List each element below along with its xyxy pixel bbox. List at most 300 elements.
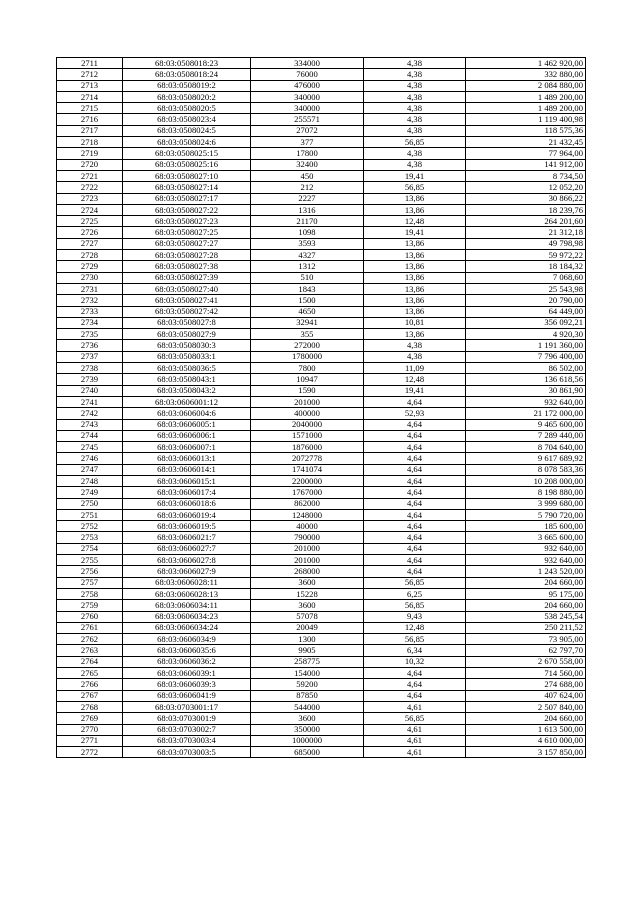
specific-value-cell: 4,38 [364, 159, 466, 170]
specific-value-cell: 13,86 [364, 250, 466, 261]
specific-value-cell: 4,64 [364, 419, 466, 430]
area-cell: 3600 [251, 577, 364, 588]
specific-value-cell: 4,64 [364, 543, 466, 554]
cadastral-value-cell: 3 665 600,00 [466, 532, 586, 543]
row-number-cell: 2726 [57, 227, 123, 238]
cadastral-number-cell: 68:03:0508027:10 [123, 170, 251, 181]
cadastral-value-cell: 1 243 520,00 [466, 566, 586, 577]
table-row [57, 159, 586, 170]
cadastral-number-cell: 68:03:0606028:13 [123, 588, 251, 599]
row-number-cell: 2759 [57, 600, 123, 611]
cadastral-value-cell: 932 640,00 [466, 555, 586, 566]
cadastral-value-cell: 8 704 640,00 [466, 442, 586, 453]
table-row [57, 363, 586, 374]
cadastral-number-cell: 68:03:0606017:4 [123, 487, 251, 498]
row-number-cell: 2771 [57, 735, 123, 746]
table-row [57, 306, 586, 317]
area-cell: 1741074 [251, 464, 364, 475]
table-row [57, 430, 586, 441]
specific-value-cell: 13,86 [364, 193, 466, 204]
table-row [57, 645, 586, 656]
table-row [57, 498, 586, 509]
area-cell: 377 [251, 137, 364, 148]
table-row [57, 532, 586, 543]
area-cell: 334000 [251, 58, 364, 69]
area-cell: 3600 [251, 713, 364, 724]
area-cell: 2200000 [251, 475, 364, 486]
area-cell: 1316 [251, 204, 364, 215]
specific-value-cell: 4,38 [364, 125, 466, 136]
specific-value-cell: 10,32 [364, 656, 466, 667]
cadastral-value-cell: 21 432,45 [466, 137, 586, 148]
row-number-cell: 2754 [57, 543, 123, 554]
table-row [57, 227, 586, 238]
area-cell: 1248000 [251, 509, 364, 520]
cadastral-number-cell: 68:03:0508027:40 [123, 283, 251, 294]
specific-value-cell: 56,85 [364, 634, 466, 645]
cadastral-value-cell: 204 660,00 [466, 713, 586, 724]
area-cell: 2227 [251, 193, 364, 204]
cadastral-value-cell: 7 796 400,00 [466, 351, 586, 362]
table-row [57, 137, 586, 148]
row-number-cell: 2724 [57, 204, 123, 215]
table-row [57, 747, 586, 758]
cadastral-number-cell: 68:03:0508043:1 [123, 374, 251, 385]
table-row [57, 396, 586, 407]
cadastral-number-cell: 68:03:0606019:4 [123, 509, 251, 520]
cadastral-number-cell: 68:03:0606027:9 [123, 566, 251, 577]
table-row [57, 555, 586, 566]
cadastral-number-cell: 68:03:0508018:23 [123, 58, 251, 69]
table-row [57, 566, 586, 577]
table-row [57, 679, 586, 690]
row-number-cell: 2739 [57, 374, 123, 385]
area-cell: 350000 [251, 724, 364, 735]
row-number-cell: 2727 [57, 238, 123, 249]
cadastral-number-cell: 68:03:0508024:5 [123, 125, 251, 136]
area-cell: 32400 [251, 159, 364, 170]
cadastral-value-cell: 264 201,60 [466, 216, 586, 227]
area-cell: 1300 [251, 634, 364, 645]
cadastral-value-cell: 356 092,21 [466, 317, 586, 328]
specific-value-cell: 4,38 [364, 148, 466, 159]
specific-value-cell: 13,86 [364, 204, 466, 215]
area-cell: 272000 [251, 340, 364, 351]
area-cell: 40000 [251, 521, 364, 532]
area-cell: 9905 [251, 645, 364, 656]
specific-value-cell: 56,85 [364, 182, 466, 193]
table-row [57, 148, 586, 159]
table-row [57, 374, 586, 385]
row-number-cell: 2762 [57, 634, 123, 645]
row-number-cell: 2740 [57, 385, 123, 396]
row-number-cell: 2716 [57, 114, 123, 125]
cadastral-number-cell: 68:03:0508027:38 [123, 261, 251, 272]
table-row [57, 453, 586, 464]
area-cell: 862000 [251, 498, 364, 509]
specific-value-cell: 12,48 [364, 622, 466, 633]
cadastral-number-cell: 68:03:0606034:24 [123, 622, 251, 633]
specific-value-cell: 13,86 [364, 238, 466, 249]
table-row [57, 114, 586, 125]
area-cell: 59200 [251, 679, 364, 690]
area-cell: 27072 [251, 125, 364, 136]
table-row [57, 125, 586, 136]
row-number-cell: 2752 [57, 521, 123, 532]
table-row [57, 216, 586, 227]
cadastral-number-cell: 68:03:0508030:3 [123, 340, 251, 351]
table-row [57, 182, 586, 193]
specific-value-cell: 19,41 [364, 227, 466, 238]
specific-value-cell: 4,38 [364, 103, 466, 114]
table-row [57, 261, 586, 272]
cadastral-number-cell: 68:03:0606001:12 [123, 396, 251, 407]
table-row [57, 91, 586, 102]
row-number-cell: 2742 [57, 408, 123, 419]
table-row [57, 419, 586, 430]
row-number-cell: 2728 [57, 250, 123, 261]
area-cell: 450 [251, 170, 364, 181]
cadastral-value-cell: 3 157 850,00 [466, 747, 586, 758]
cadastral-number-cell: 68:03:0606039:3 [123, 679, 251, 690]
area-cell: 201000 [251, 555, 364, 566]
cadastral-value-cell: 2 084 880,00 [466, 80, 586, 91]
cadastral-value-cell: 538 245,54 [466, 611, 586, 622]
table-row [57, 238, 586, 249]
cadastral-value-cell: 8 734,50 [466, 170, 586, 181]
row-number-cell: 2747 [57, 464, 123, 475]
specific-value-cell: 4,64 [364, 487, 466, 498]
cadastral-value-cell: 4 920,30 [466, 329, 586, 340]
specific-value-cell: 56,85 [364, 137, 466, 148]
cadastral-value-cell: 9 465 600,00 [466, 419, 586, 430]
table-row [57, 170, 586, 181]
area-cell: 76000 [251, 69, 364, 80]
cadastral-number-cell: 68:03:0606034:11 [123, 600, 251, 611]
cadastral-number-cell: 68:03:0703001:17 [123, 701, 251, 712]
specific-value-cell: 4,64 [364, 498, 466, 509]
specific-value-cell: 52,93 [364, 408, 466, 419]
specific-value-cell: 56,85 [364, 577, 466, 588]
table-row [57, 340, 586, 351]
table-row [57, 509, 586, 520]
specific-value-cell: 13,86 [364, 306, 466, 317]
area-cell: 7800 [251, 363, 364, 374]
table-row [57, 442, 586, 453]
specific-value-cell: 13,86 [364, 272, 466, 283]
area-cell: 510 [251, 272, 364, 283]
cadastral-value-cell: 4 610 000,00 [466, 735, 586, 746]
specific-value-cell: 13,86 [364, 329, 466, 340]
row-number-cell: 2741 [57, 396, 123, 407]
specific-value-cell: 9,43 [364, 611, 466, 622]
row-number-cell: 2737 [57, 351, 123, 362]
row-number-cell: 2738 [57, 363, 123, 374]
cadastral-value-cell: 95 175,00 [466, 588, 586, 599]
specific-value-cell: 4,64 [364, 396, 466, 407]
row-number-cell: 2769 [57, 713, 123, 724]
cadastral-number-cell: 68:03:0508027:8 [123, 317, 251, 328]
area-cell: 1590 [251, 385, 364, 396]
row-number-cell: 2745 [57, 442, 123, 453]
specific-value-cell: 19,41 [364, 385, 466, 396]
specific-value-cell: 4,38 [364, 69, 466, 80]
cadastral-value-cell: 141 912,00 [466, 159, 586, 170]
cadastral-number-cell: 68:03:0508027:39 [123, 272, 251, 283]
area-cell: 1571000 [251, 430, 364, 441]
cadastral-value-cell: 714 560,00 [466, 668, 586, 679]
row-number-cell: 2744 [57, 430, 123, 441]
cadastral-number-cell: 68:03:0508027:41 [123, 295, 251, 306]
area-cell: 3600 [251, 600, 364, 611]
cadastral-number-cell: 68:03:0508023:4 [123, 114, 251, 125]
area-cell: 340000 [251, 103, 364, 114]
table-row [57, 724, 586, 735]
specific-value-cell: 4,38 [364, 340, 466, 351]
specific-value-cell: 12,48 [364, 216, 466, 227]
table-row [57, 204, 586, 215]
cadastral-value-cell: 332 880,00 [466, 69, 586, 80]
row-number-cell: 2715 [57, 103, 123, 114]
specific-value-cell: 56,85 [364, 600, 466, 611]
cadastral-number-cell: 68:03:0508025:16 [123, 159, 251, 170]
cadastral-value-cell: 250 211,52 [466, 622, 586, 633]
table-row [57, 475, 586, 486]
table-row [57, 69, 586, 80]
area-cell: 255571 [251, 114, 364, 125]
row-number-cell: 2725 [57, 216, 123, 227]
row-number-cell: 2743 [57, 419, 123, 430]
table-row [57, 611, 586, 622]
row-number-cell: 2719 [57, 148, 123, 159]
cadastral-value-cell: 185 600,00 [466, 521, 586, 532]
cadastral-value-table [56, 57, 586, 758]
row-number-cell: 2770 [57, 724, 123, 735]
specific-value-cell: 4,38 [364, 114, 466, 125]
specific-value-cell: 4,38 [364, 58, 466, 69]
cadastral-number-cell: 68:03:0703003:5 [123, 747, 251, 758]
table-row [57, 295, 586, 306]
area-cell: 340000 [251, 91, 364, 102]
area-cell: 87850 [251, 690, 364, 701]
row-number-cell: 2757 [57, 577, 123, 588]
area-cell: 4327 [251, 250, 364, 261]
row-number-cell: 2735 [57, 329, 123, 340]
cadastral-value-cell: 18 184,32 [466, 261, 586, 272]
cadastral-number-cell: 68:03:0508020:2 [123, 91, 251, 102]
area-cell: 154000 [251, 668, 364, 679]
cadastral-number-cell: 68:03:0606027:7 [123, 543, 251, 554]
cadastral-number-cell: 68:03:0606005:1 [123, 419, 251, 430]
row-number-cell: 2717 [57, 125, 123, 136]
row-number-cell: 2718 [57, 137, 123, 148]
row-number-cell: 2732 [57, 295, 123, 306]
area-cell: 2040000 [251, 419, 364, 430]
cadastral-value-cell: 1 119 400,98 [466, 114, 586, 125]
cadastral-number-cell: 68:03:0508027:27 [123, 238, 251, 249]
area-cell: 201000 [251, 543, 364, 554]
specific-value-cell: 4,61 [364, 701, 466, 712]
specific-value-cell: 4,64 [364, 668, 466, 679]
cadastral-number-cell: 68:03:0606019:5 [123, 521, 251, 532]
cadastral-number-cell: 68:03:0606027:8 [123, 555, 251, 566]
table-row [57, 577, 586, 588]
row-number-cell: 2755 [57, 555, 123, 566]
specific-value-cell: 4,64 [364, 679, 466, 690]
cadastral-number-cell: 68:03:0606007:1 [123, 442, 251, 453]
specific-value-cell: 4,64 [364, 566, 466, 577]
area-cell: 355 [251, 329, 364, 340]
cadastral-value-cell: 86 502,00 [466, 363, 586, 374]
specific-value-cell: 10,81 [364, 317, 466, 328]
row-number-cell: 2765 [57, 668, 123, 679]
table-row [57, 690, 586, 701]
area-cell: 15228 [251, 588, 364, 599]
cadastral-value-cell: 21 172 000,00 [466, 408, 586, 419]
specific-value-cell: 12,48 [364, 374, 466, 385]
cadastral-value-cell: 18 239,76 [466, 204, 586, 215]
table-row [57, 193, 586, 204]
cadastral-value-cell: 8 198 880,00 [466, 487, 586, 498]
row-number-cell: 2731 [57, 283, 123, 294]
cadastral-number-cell: 68:03:0703001:9 [123, 713, 251, 724]
cadastral-value-cell: 25 543,98 [466, 283, 586, 294]
area-cell: 21170 [251, 216, 364, 227]
table-row [57, 668, 586, 679]
cadastral-number-cell: 68:03:0606041:9 [123, 690, 251, 701]
cadastral-number-cell: 68:03:0508033:1 [123, 351, 251, 362]
specific-value-cell: 4,38 [364, 91, 466, 102]
table-row [57, 600, 586, 611]
table-row [57, 408, 586, 419]
specific-value-cell: 4,64 [364, 555, 466, 566]
area-cell: 400000 [251, 408, 364, 419]
cadastral-value-cell: 204 660,00 [466, 600, 586, 611]
row-number-cell: 2729 [57, 261, 123, 272]
area-cell: 1780000 [251, 351, 364, 362]
cadastral-value-cell: 77 964,00 [466, 148, 586, 159]
cadastral-number-cell: 68:03:0508024:6 [123, 137, 251, 148]
cadastral-number-cell: 68:03:0508027:42 [123, 306, 251, 317]
specific-value-cell: 4,64 [364, 475, 466, 486]
cadastral-number-cell: 68:03:0508027:22 [123, 204, 251, 215]
specific-value-cell: 6,34 [364, 645, 466, 656]
specific-value-cell: 4,61 [364, 724, 466, 735]
table-row [57, 713, 586, 724]
cadastral-value-cell: 1 489 200,00 [466, 91, 586, 102]
area-cell: 1843 [251, 283, 364, 294]
cadastral-value-cell: 5 790 720,00 [466, 509, 586, 520]
cadastral-value-cell: 8 078 583,36 [466, 464, 586, 475]
table-row [57, 250, 586, 261]
table-row [57, 283, 586, 294]
area-cell: 1000000 [251, 735, 364, 746]
cadastral-value-cell: 136 618,56 [466, 374, 586, 385]
area-cell: 1876000 [251, 442, 364, 453]
cadastral-number-cell: 68:03:0508027:25 [123, 227, 251, 238]
table-row [57, 656, 586, 667]
row-number-cell: 2722 [57, 182, 123, 193]
cadastral-number-cell: 68:03:0508043:2 [123, 385, 251, 396]
cadastral-value-cell: 274 688,00 [466, 679, 586, 690]
specific-value-cell: 4,61 [364, 735, 466, 746]
cadastral-number-cell: 68:03:0606035:6 [123, 645, 251, 656]
row-number-cell: 2772 [57, 747, 123, 758]
specific-value-cell: 4,64 [364, 464, 466, 475]
row-number-cell: 2758 [57, 588, 123, 599]
area-cell: 3593 [251, 238, 364, 249]
specific-value-cell: 4,38 [364, 351, 466, 362]
area-cell: 476000 [251, 80, 364, 91]
cadastral-value-cell: 30 861,90 [466, 385, 586, 396]
cadastral-number-cell: 68:03:0606034:23 [123, 611, 251, 622]
row-number-cell: 2734 [57, 317, 123, 328]
cadastral-value-cell: 1 191 360,00 [466, 340, 586, 351]
cadastral-value-cell: 9 617 689,92 [466, 453, 586, 464]
specific-value-cell: 4,64 [364, 690, 466, 701]
row-number-cell: 2733 [57, 306, 123, 317]
area-cell: 2072778 [251, 453, 364, 464]
area-cell: 790000 [251, 532, 364, 543]
cadastral-number-cell: 68:03:0606018:6 [123, 498, 251, 509]
row-number-cell: 2712 [57, 69, 123, 80]
area-cell: 201000 [251, 396, 364, 407]
cadastral-number-cell: 68:03:0508027:9 [123, 329, 251, 340]
cadastral-number-cell: 68:03:0606036:2 [123, 656, 251, 667]
table-row [57, 701, 586, 712]
row-number-cell: 2721 [57, 170, 123, 181]
specific-value-cell: 13,86 [364, 295, 466, 306]
cadastral-number-cell: 68:03:0606004:6 [123, 408, 251, 419]
cadastral-number-cell: 68:03:0606028:11 [123, 577, 251, 588]
cadastral-number-cell: 68:03:0606039:1 [123, 668, 251, 679]
specific-value-cell: 4,64 [364, 453, 466, 464]
row-number-cell: 2753 [57, 532, 123, 543]
cadastral-value-cell: 64 449,00 [466, 306, 586, 317]
cadastral-number-cell: 68:03:0606014:1 [123, 464, 251, 475]
cadastral-value-cell: 20 790,00 [466, 295, 586, 306]
table-row [57, 80, 586, 91]
cadastral-value-cell: 932 640,00 [466, 543, 586, 554]
specific-value-cell: 13,86 [364, 283, 466, 294]
cadastral-number-cell: 68:03:0703003:4 [123, 735, 251, 746]
table-row [57, 634, 586, 645]
cadastral-value-cell: 7 068,60 [466, 272, 586, 283]
area-cell: 685000 [251, 747, 364, 758]
row-number-cell: 2756 [57, 566, 123, 577]
specific-value-cell: 11,09 [364, 363, 466, 374]
table-row [57, 317, 586, 328]
area-cell: 212 [251, 182, 364, 193]
cadastral-number-cell: 68:03:0703002:7 [123, 724, 251, 735]
cadastral-value-cell: 932 640,00 [466, 396, 586, 407]
cadastral-number-cell: 68:03:0508019:2 [123, 80, 251, 91]
cadastral-number-cell: 68:03:0606021:7 [123, 532, 251, 543]
specific-value-cell: 4,64 [364, 521, 466, 532]
specific-value-cell: 4,64 [364, 430, 466, 441]
cadastral-number-cell: 68:03:0508027:23 [123, 216, 251, 227]
area-cell: 268000 [251, 566, 364, 577]
row-number-cell: 2730 [57, 272, 123, 283]
specific-value-cell: 4,64 [364, 509, 466, 520]
cadastral-value-cell: 73 905,00 [466, 634, 586, 645]
row-number-cell: 2713 [57, 80, 123, 91]
table-row [57, 543, 586, 554]
row-number-cell: 2714 [57, 91, 123, 102]
cadastral-value-cell: 21 312,18 [466, 227, 586, 238]
table-row [57, 622, 586, 633]
cadastral-value-cell: 10 208 000,00 [466, 475, 586, 486]
